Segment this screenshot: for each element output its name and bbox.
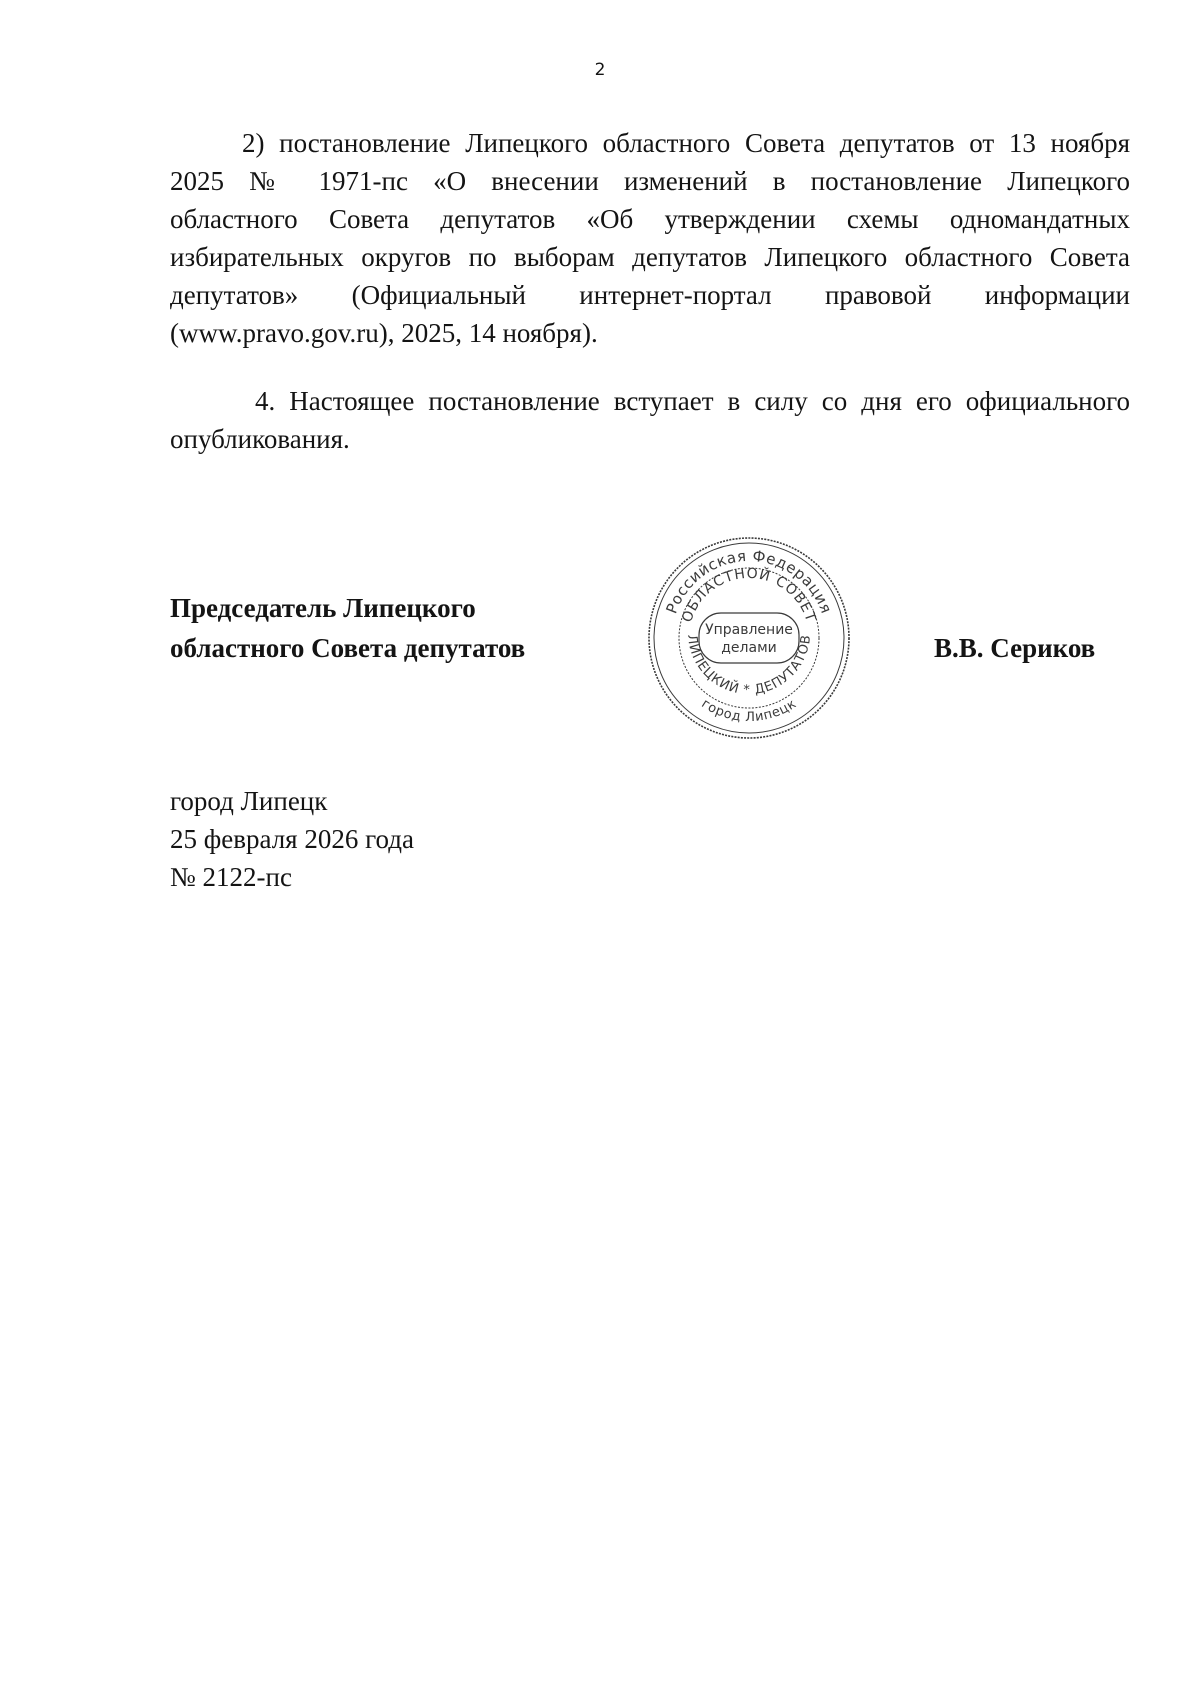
signatory-title-line: областного Совета депутатов (170, 633, 526, 663)
paragraph-line: областного Совета депутатов «Об утверждении схемы одномандатных (170, 204, 1130, 234)
stamp-ring-text-top: ОБЛАСТНОЙ СОВЕТ (679, 565, 819, 625)
stamp-graphic (644, 533, 854, 743)
document-footer (170, 782, 414, 896)
document-number: № 2122-пс (170, 862, 292, 892)
paragraph-item-2 (170, 124, 1130, 352)
stamp-outer-text: Российская Федерация (662, 546, 836, 617)
stamp-ring-text-bottom: ЛИПЕЦКИЙ * ДЕПУТАТОВ (683, 633, 815, 699)
signatory-name: В.В. Сериков (934, 633, 1096, 663)
document-date: 25 февраля 2026 года (170, 824, 414, 854)
paragraph-item-4 (170, 382, 1130, 458)
document-city: город Липецк (170, 786, 328, 816)
page-number: 2 (594, 60, 606, 80)
stamp-bottom-text: город Липецк (698, 696, 800, 726)
paragraph-line: 2) постановление Липецкого областного Совета депутатов от 13 ноября (242, 128, 1130, 158)
signatory-title (170, 588, 525, 668)
signatory-title-line: Председатель Липецкого (170, 593, 476, 623)
paragraph-line: 4. Настоящее постановление вступает в силу со дня его официального (255, 386, 1130, 416)
paragraph-line: избирательных округов по выборам депутатов Липецкого областного Совета (170, 242, 1130, 272)
paragraph-line: депутатов» (Официальный интернет-портал правовой информации (170, 280, 1130, 310)
paragraph-line: 2025 № 1971-пс «О внесении изменений в постановление Липецкого (170, 166, 1130, 196)
stamp-center-line-1: Управление (705, 622, 793, 638)
paragraph-line: опубликования. (170, 424, 350, 454)
paragraph-line: (www.pravo.gov.ru), 2025, 14 ноября). (170, 318, 598, 348)
stamp-center-line-2: делами (721, 640, 777, 656)
official-stamp (644, 533, 854, 743)
